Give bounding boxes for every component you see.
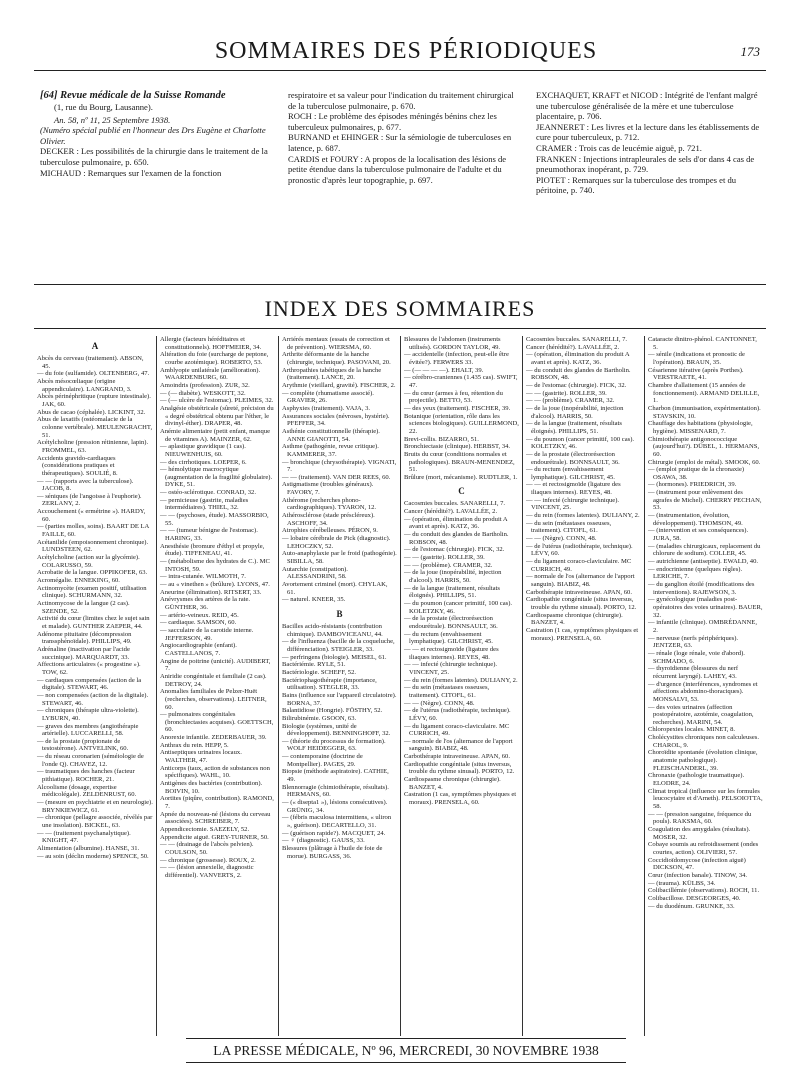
index-entry: CARDIS et FOURY : A propos de la localisation des lésions de petite étendue dans la tuberculose pulmonaire de l'adulte et du pronostic d'après leur topographie, p. 697.: [288, 153, 507, 185]
index-entry: Anorexie infantile. ZEDERBAUER, 39.: [160, 734, 267, 742]
index-entry: Brûlure (mort, mécanisme). RUDTLER, 1.: [404, 473, 518, 481]
index-entry: — sénile (indications et pronostic de l'opération). BRAUN, 35.: [648, 351, 745, 366]
index-entry: — — (problème). CRAMER, 32.: [404, 561, 493, 569]
index-entry: Anticorps (taux, action de substances non spécifiques). WAHL, 10.: [160, 764, 270, 780]
sommaires-list-1: [40, 146, 272, 178]
index-entry: Carbothérapie intraveineuse. APAN, 60.: [404, 753, 510, 761]
index-entry: Climat tropical (influence sur les formules leucocytaire et d'Arneth). PELSOIOTTA, 58.: [648, 787, 763, 811]
index-entry: Bactériologie. SCHEFF, 52.: [282, 668, 357, 676]
index-list-3b: [282, 623, 397, 860]
index-entry: Chimiothérapie antigonococcique (aujourd'hui?). DÜBEL, 1. HERMANS, 60.: [648, 435, 760, 458]
index-entry: — du conduit des glandes de Bartholin. ROBSON, 48.: [526, 366, 631, 382]
review-title: [64] Revue médicale de la Suisse Romande: [40, 90, 226, 101]
index-entry: — — (pression sanguine, fréquence du pouls). RAKSMA, 60.: [648, 810, 752, 826]
index-entry: — endocrinienne (quelques règles). LERICHE, 7.: [648, 565, 743, 581]
index-entry: Balantidiose (Hongrie). FÖSTHY, 52.: [282, 707, 383, 715]
index-entry: — — (gastrite). ROLLER, 39.: [404, 554, 485, 562]
index-entry: — de la prostate (propionate de testostérone). ANTVELINK, 60.: [37, 737, 129, 753]
index-entry: — de la joue (inopérabilité, injection d'alcool). HARRIS, 50.: [404, 569, 502, 585]
index-entry: — accidentelle (infection, peut-elle être évitée?). FERWERS 33.: [404, 351, 509, 366]
index-entry: Bactériémie. RYLE, 51.: [282, 661, 346, 669]
index-entry: — — (problème). CRAMER, 32.: [526, 397, 615, 405]
index-entry: Choroïdite spontanée (évolution clinique, anatomie pathologique). FLEISCHANDERL, 39.: [648, 749, 758, 772]
footer-rule-bottom: [186, 1062, 626, 1063]
index-list-3: [282, 336, 397, 604]
index-entry: — d'urgence (interférences, syndromes et affections abdomino-thoraciques). MONSALVI, 53.: [648, 680, 758, 703]
index-entry: — (trauma). KÜLBS, 34.: [648, 879, 716, 887]
index-entry: Athérome (recherches phono-cardiographiques). TYARON, 12.: [282, 496, 377, 512]
index-entry: Arthrite déformante de la hanche (chirurgie, technique). PASOVANI, 20.: [282, 351, 391, 366]
index-entry: — artério-veineux. REID, 45.: [160, 611, 239, 619]
index-entry: Athérosclérose (stade préscléreux). ASCHOFF, 34.: [282, 512, 375, 527]
index-entry: — (opération, élimination du produit A avant et après). KATZ, 36.: [526, 351, 630, 366]
index-entry: Asthénie constitutionnelle (thérapie). ANNE GIANOTTI, 54.: [282, 427, 380, 443]
index-list-5: [526, 336, 641, 642]
index-entry: Antigènes des bactéries (contribution). BOIVIN, 10.: [160, 780, 263, 795]
index-entry: Aniridie congénitale et familiale (2 cas). DETROY, 24.: [160, 672, 267, 688]
index-entry: Avortement criminel (mort). CHYLAK, 61.: [282, 581, 388, 596]
index-entry: — de l'utérus (radiothérapie, technique). LÉVY, 60.: [526, 542, 633, 558]
index-entry: — cérébro-craniennes (1.435 cas). SWIFT, 47.: [404, 374, 518, 389]
index-entry: — intra-cutanée. WILMOTH, 7.: [160, 573, 246, 581]
index-entry: — pernicieuse (gastrite, maladies intermédiaires). THIEL, 32.: [160, 496, 249, 512]
section-rule: [34, 284, 766, 285]
index-entry: Chirurgie (emploi de métal). SMOOK, 60.: [648, 458, 761, 466]
index-entry: — lobaire cérébrale de Pick (diagnostic). LEHOCZKY, 52.: [282, 535, 391, 550]
index-entry: — de la prostate (électrorésection endourétrale). BONNSAULT, 36.: [404, 615, 498, 630]
index-entry: — — infecté (chirurgie technique). VINCENT, 25.: [526, 496, 620, 512]
index-columns: [34, 336, 766, 1036]
index-entry: respiratoire et sa valeur pour l'indication du traitement chirurgical de la tuberculose pulmonaire, p. 670.: [288, 90, 514, 111]
sommaires-column-2: [288, 90, 520, 185]
index-entry: Actinomycète (examen positif, utilisation clinique). SCHURMANN, 32.: [37, 584, 147, 600]
index-entry: — (— diabète). WESKOTT, 32.: [160, 389, 246, 397]
footer-text: LA PRESSE MÉDICALE, Nº 96, MERCREDI, 30 NOVEMBRE 1938: [213, 1043, 599, 1058]
index-entry: Cœur (infection banale). TINOW, 34.: [648, 871, 748, 879]
index-entry: — autrichienne (antiseptie). EWALD, 40.: [648, 558, 759, 566]
index-entry: — — (lésion annexielle, diagnostic différentiel). VANVERTS, 2.: [160, 864, 254, 879]
index-entry: — du ligament coraco-claviculaire. MC CURRICH, 49.: [526, 558, 632, 573]
index-entry: Acétylcholine (action sur la glycémie). COLARUSSO, 59.: [37, 554, 140, 569]
index-entry: — — (gastrite). ROLLER, 39.: [526, 389, 607, 397]
index-entry: Coagulation des amygdales (résultats). MOSER, 32.: [648, 826, 751, 841]
index-entry: — du rectum (envahissement lymphatique). GILCHRIST, 45.: [404, 630, 493, 646]
index-entry: — — et rectosigmoïde (ligature des iliaques internes). REYES, 48.: [526, 481, 621, 497]
index-entry: — thyroïdienne (blessures du nerf récurrent laryngé). LAHEY, 43.: [648, 665, 739, 680]
index-entry: — — (Nègre). CONN, 48.: [526, 535, 597, 543]
index-column-6: [644, 336, 766, 1036]
index-entry: — de la joue (inopérabilité, injection d'alcool). HARRIS, 50.: [526, 404, 624, 420]
index-entry: Aneurine (élimination). RITSERT, 33.: [160, 588, 262, 596]
index-entry: Amblyopie unilatérale (amélioration). WAARDENBURG, 60.: [160, 366, 261, 382]
index-entry: — hémolytique macrocytique (augmentation de la fragilité globulaire). DYKE, 51.: [160, 466, 273, 489]
index-entry: — du cœur (armes à feu, rétention du projectile). BETTO, 53.: [404, 389, 503, 405]
index-entry: — chronique (pellagre associée, révélés par une insolation). BICKEL, 63.: [37, 814, 153, 830]
index-entry: — — (psychoses, étude). MASSORBIO, 55.: [160, 512, 269, 527]
index-column-2: [156, 336, 278, 1036]
index-entry: Autarchie (constipation). ALESSANDRINI, 58.: [282, 565, 348, 581]
index-entry: Asphyxies (traitement). VAJA, 3.: [282, 404, 371, 412]
index-entry: — (— ulcère de l'estomac). PLEIMES, 32.: [160, 397, 274, 405]
index-entry: Césarienne itérative (après Porthes). VERSTRAETE, 41.: [648, 366, 744, 382]
index-entry: — (parties molles, soins). BAART DE LA FAILLE, 60.: [37, 523, 149, 539]
index-entry: — — (traitement psychanalytique). KNIGHT, 47.: [37, 829, 131, 845]
index-entry: Cancer (hérédité?). LAVALLÉE, 2.: [404, 508, 498, 516]
index-entry: — de l'estomac (chirurgie). FICK, 32.: [526, 381, 627, 389]
index-entry: — des yeux (traitement). FISCHER, 39.: [404, 404, 511, 412]
index-entry: — du ligament coraco-claviculaire. MC CURRICH, 49.: [404, 722, 510, 738]
review-address: (1, rue du Bourg, Lausanne).: [54, 102, 153, 112]
index-entry: — — et rectosigmoïde (ligature des iliaques internes). REYES, 48.: [404, 645, 499, 661]
index-entry: Affections articulaires (« progestine »). TOW, 62.: [37, 661, 141, 676]
index-entry: — (« disepta1 »), lésions consécutives). GRÜNIG, 34.: [282, 799, 388, 814]
index-entry: — (instrumentation, évolution, développement). THOMSON, 49.: [648, 512, 743, 527]
index-entry: Allergie (facteurs héréditaires et constitutionnels). HOFFMEIER, 34.: [160, 336, 262, 351]
index-entry: — de la langue (traitement, résultats éloignés). PHILLIPS, 51.: [526, 420, 622, 435]
index-entry: — cardiaques compensées (action de la digitale). STEWART, 46.: [37, 676, 142, 692]
index-entry: Altération du foie (surcharge de peptone, courbe azotémique). ROBERTO, 53.: [160, 351, 269, 366]
index-entry: Bains (influence sur l'appareil circulatoire). BORNA, 37.: [282, 691, 397, 707]
index-entry: Bilirubinémie. GSOON, 63.: [282, 714, 357, 722]
index-entry: Arythmie (vieillard, gravité). FISCHER, 2.: [282, 381, 396, 389]
index-entry: — cardiaque. SAMSON, 60.: [160, 619, 237, 627]
index-list-1: [37, 355, 153, 860]
index-entry: — rénale (loge rénale, voie d'abord). SCHMADO, 6.: [648, 649, 745, 665]
index-entry: Castration (1 cas, symptômes physiques et moraux). PRENSELA, 60.: [404, 791, 517, 807]
index-entry: Blessures (plâtrage à l'huile de foie de morue). BURGASS, 36.: [282, 845, 383, 860]
index-entry: Bronchiectasie (clinique). HERBST, 34.: [404, 443, 511, 451]
index-entry: — ostéo-sclérotique. CONRAD, 32.: [160, 489, 256, 497]
index-entry: — du conduit des glandes de Bartholin. ROBSON, 48.: [404, 531, 509, 546]
index-entry: — (intervention et ses conséquences). JURA, 58.: [648, 527, 749, 543]
index-entry: DECKER : Les possibilités de la chirurgie dans le traitement de la tuberculose pulmonaire, p. 650.: [40, 146, 268, 167]
index-entry: Botanique (orientation, rôle dans les sciences biologiques). GUILLERMOND, 22.: [404, 412, 519, 435]
index-entry: Cardiopathie congénitale (situs inversus, trouble du rythme sinusal). PORTO, 12.: [404, 760, 515, 776]
index-entry: EXCHAQUET, KRAFT et NICOD : Intégrité de l'enfant malgré une tuberculose généralisée de la mère et une tuberculose placentaire, p. 706.: [536, 90, 758, 122]
index-title: INDEX DES SOMMAIRES: [264, 296, 536, 321]
index-entry: Alimentation (albumine). HANSE, 31.: [37, 845, 140, 852]
index-entry: — (mesure en psychiatrie et en neurologie). BRYNKIEWICZ, 61.: [37, 799, 153, 814]
index-entry: Biopsie (méthode aspiratoire). CATHIE, 49.: [282, 768, 389, 784]
index-entry: — traumatiques des hanches (facteur pithiatique). ROCHER, 21.: [37, 768, 135, 784]
index-entry: Chambre d'allaitement (15 années de fonctionnement). ARMAND DELILLE, 1.: [648, 381, 760, 405]
index-entry: — — (drainage de l'abcès pelvien). COULSON, 50.: [160, 841, 254, 856]
footer-rule-top: [186, 1038, 626, 1039]
index-entry: Anomalies familiales de Pelzer-Huët (recherches, observations). LEITNER, 60.: [160, 688, 267, 711]
index-entry: Apnée du nouveau-né (lésions du cerveau associées). SCHREIBER, 7.: [160, 810, 271, 826]
header-title: SOMMAIRES DES PÉRIODIQUES: [214, 38, 598, 64]
index-entry: — de l'estomac (chirurgie). FICK, 32.: [404, 546, 505, 554]
index-entry: — normale de l'os (alternance de l'apport sanguin). BIABIZ, 48.: [526, 573, 635, 588]
index-list-4b: [404, 500, 519, 806]
index-entry: Cardiospasme chronique (chirurgie). BANZET, 4.: [404, 776, 501, 791]
index-entry: Actinomycose de la langue (2 cas). SZENDE, 52.: [37, 600, 130, 615]
index-entry: Bacilles acido-résistants (contribution chimique). DAMBOVICEANU, 44.: [282, 622, 383, 638]
index-entry: — du sein (métastases osseuses, traitement). CITOFL, 61.: [526, 519, 612, 535]
index-entry: — au soin (déclin moderne) SPENCE, 50.: [37, 852, 149, 860]
header-rule: [34, 70, 766, 71]
index-entry: — (guérison rapide?). MACQUET, 24.: [282, 829, 386, 837]
index-column-1: [34, 336, 156, 1036]
index-entry: — (théorie du processus de formation). WOLF HEIDEGGER, 63.: [282, 737, 386, 753]
index-entry: CRAMER : Trois cas de leucémie aiguë, p. 721.: [536, 142, 702, 153]
index-entry: Analgésie obstétricale (sûreté, précision du « degré obstétrical obtenu par l'éther, le divinyl-éther). DRAPER, 48.: [160, 404, 274, 428]
index-entry: — naturel. KNEER, 35.: [282, 596, 346, 604]
index-entry: — (— — — —). EHALT, 39.: [404, 366, 484, 374]
index-entry: — sacculaire de la carotide interne. JEFFERSON, 49.: [160, 626, 254, 642]
index-entry: Abus de laxatifs (ostéomalacie de la colonne vertébrale). MEULENGRACHT, 51.: [37, 416, 153, 439]
index-list-6: [648, 336, 763, 910]
index-entry: — bronchique (chrysothérapie). VIGNATI, 7.: [282, 458, 397, 474]
index-entry: — pulmonaires congénitales (bronchiectasies acquises). GOETTSCH, 60.: [160, 711, 274, 734]
index-entry: — du poumon (cancer primitif, 100 cas). KOLETZKY, 46.: [404, 600, 513, 615]
index-entry: — (métabolisme des hydrates de C.). MC INTOSH, 59.: [160, 558, 270, 573]
index-entry: — au « vinethen » (brûlure). LYONS, 47.: [160, 581, 270, 588]
index-entry: — perfringens (biologie). MEISEL, 61.: [282, 653, 387, 661]
index-entry: — — (traitement). VAN DER REES, 60.: [282, 473, 391, 481]
review-note: (Numéro spécial publié en l'honneur des Drs Eugène et Charlotte Olivier.: [40, 125, 266, 146]
index-entry: — du rectum (envahissement lymphatique). GILCHRIST, 45.: [526, 466, 615, 481]
index-entry: — ♀ (diagnostic). GAUSS, 33.: [282, 837, 365, 845]
index-entry: Acrobatie de la langue. OPPIKOFER, 63.: [37, 569, 148, 577]
index-entry: Blessures de l'abdomen (instruments utilisés). GORDON TAYLOR, 49.: [404, 336, 501, 351]
index-entry: Activité du cœur (limites chez le sujet sain et malade). GUNTHER ZAEPER, 44.: [37, 615, 150, 630]
index-entry: Acétanilide (empoisonnement chronique). LUNDSTEEN, 62.: [37, 538, 149, 554]
index-entry: Anémie alimentaire (petit enfant, manque de vitamines A). MAINZER, 62.: [160, 427, 271, 443]
letter-heading: A: [91, 341, 99, 351]
index-entry: — de la prostate (électrorésection endourétrale). BONNSAULT, 36.: [526, 450, 620, 466]
index-entry: — du rein (formes latentes). DULIANY, 2.: [526, 512, 640, 520]
index-entry: Cacosmies buccales. SANARELLI, 7.: [404, 500, 506, 508]
index-entry: Acromégalie. ENNEKING, 60.: [37, 577, 120, 585]
index-entry: Castration (1 cas, symptômes physiques et moraux). PRENSELA, 60.: [526, 626, 639, 642]
index-entry: — de la langue (traitement, résultats éloignés). PHILLIPS, 51.: [404, 584, 500, 600]
index-entry: Cardiopathie congénitale (situs inversus, trouble du rythme sinusal). PORTO, 12.: [526, 596, 637, 611]
letter-heading-c: C: [458, 486, 465, 497]
index-column-3: [278, 336, 400, 1036]
index-entry: Abcès périnéphritique (rupture intestinale). JAK, 60.: [37, 393, 151, 408]
index-entry: — aplastique gravidique (1 cas). NIEUWENHUIS, 60.: [160, 443, 246, 458]
index-entry: — (instrument pour enlèvement des agrafes de Michel). CHERRY PECHAN, 53.: [648, 489, 762, 512]
index-entry: — chronique (grossesse). ROUX, 2.: [160, 856, 256, 864]
index-entry: — séniques (de l'angoisse à l'euphorie). ZERLANY, 2.: [37, 492, 142, 508]
index-entry: Carbothérapie intraveineuse. APAN, 60.: [526, 588, 632, 596]
index-entry: Assurances sociales (névroses, hystérie). PFEFFER, 34.: [282, 412, 390, 428]
index-entry: — infantile (clinique). OMBRÉDANNE, 2.: [648, 619, 757, 634]
index-entry: — des cirrhotiques. LOEPER, 6.: [160, 458, 247, 466]
index-entry: — complète (rhumatisme associé). GRAVIER, 26.: [282, 389, 374, 405]
letter-heading-b: B: [336, 608, 343, 619]
index-entry: Biologie (systèmes, unité de développement). BENNINGHOFF, 32.: [282, 722, 391, 738]
index-entry: MICHAUD : Remarques sur l'examen de la fonction: [40, 167, 222, 178]
index-entry: FRANKEN : Injections intrapleurales de sels d'or dans 4 cas de pneumothorax inopérant, p. 729.: [536, 153, 755, 175]
index-entry: Abus de cacao (céphalée). LICKINT, 32.: [37, 408, 146, 416]
index-entry: — (opération, élimination du produit A avant et après). KATZ, 36.: [404, 515, 508, 531]
index-entry: Atrophies cérébelleuses. PÉRON, 9.: [282, 527, 378, 535]
page-number: 173: [740, 44, 760, 59]
index-entry: Amoindris (profession). ZUR, 32.: [160, 381, 250, 389]
sommaires-list-3: [536, 90, 764, 196]
index-entry: Cobaye soumis au refroidissement (ondes courtes, action). OLIVIERI, 57.: [648, 841, 759, 856]
index-entry: — nerveuse (nerfs périphériques). JENTZER, 63.: [648, 634, 739, 650]
index-entry: — du foie (sulfamide). OLTENBERG, 47.: [37, 370, 150, 378]
index-entry: PIOTET : Remarques sur la tuberculose des trompes et du péritoine, p. 740.: [536, 174, 737, 196]
index-entry: Angine de poitrine (unicité). AUDIBERT, 7.: [160, 657, 271, 673]
index-entry: — — (Nègre). CONN, 48.: [404, 699, 475, 707]
index-entry: Acétylcholine (pression rétinienne, lapin). FROMMEL, 63.: [37, 439, 149, 454]
index-entry: Cataracte dinitro-phénol. CANTONNET, 5.: [648, 336, 757, 351]
index-entry: — (emploi pratique de la chronaxie) OSAWA, 38.: [648, 466, 745, 481]
index-entry: Bruits du cœur (conditions normales et pathologiques). BRAUN-MENENDEZ, 51.: [404, 450, 515, 474]
index-entry: Auto-anaphylaxie par le froid (pathogénie). SIBILLA, 58.: [282, 550, 397, 566]
index-entry: — (maladies chirurgicaux, replacement du chlorure de sodium). COLLER, 45.: [648, 542, 761, 558]
index-entry: Accidents gravido-cardiaques (considérations pratiques et thérapeutiques). SOULIÉ, 8.: [37, 454, 118, 477]
index-entry: — du rein (formes latentes). DULIANY, 2.: [404, 676, 518, 684]
index-entry: Arthropathies tabétiques de la hanche (traitement). LANCE, 20.: [282, 366, 382, 382]
index-entry: — du sein (métastases osseuses, traitement). CITOFL, 61.: [404, 684, 490, 699]
index-entry: — du réseau coronarien (séméiologie de l'onde Q). CHAVEZ, 12.: [37, 753, 144, 768]
index-entry: Adrénaline (inactivation par l'acide succinique). MARQUARDT, 33.: [37, 645, 130, 661]
sommaires-list-2: [288, 90, 520, 185]
index-entry: Charbon (immunisation, expérimentation). STAVSKIN, 10.: [648, 404, 761, 420]
index-entry: Brevi-collis. BIZARRO, 51.: [404, 435, 479, 443]
index-entry: — gynécologique (maladies post-opératoires des voies urinaires). BAUER, 32.: [648, 596, 763, 619]
index-entry: Chloropexies locales. MINET, 8.: [648, 726, 736, 734]
sommaires-column-1: [40, 90, 272, 178]
index-entry: Adénome pituitaire (décompression transsphénoïdale). PHILLIPS, 49.: [37, 630, 132, 646]
index-entry: — du duodénum. GRUNKE, 33.: [648, 902, 735, 910]
index-entry: JEANNERET : Les livres et la lecture dans les établissements de cure pour tuberculeux, p. 712.: [536, 121, 760, 143]
index-entry: Angiocardiographie (enfant). CASTELLANOS, 7.: [160, 642, 237, 657]
index-entry: Coccidioïdomycose (infection aiguë) DICKSON, 47.: [648, 856, 746, 872]
sommaires-column-3: [536, 90, 764, 196]
index-rule: [34, 328, 766, 329]
index-entry: Bactériophagothérapie (importance, utilisation). STEGLER, 33.: [282, 676, 377, 692]
index-entry: Aortites (piqûre, contribution). RAMOND, 7.: [160, 795, 274, 811]
index-entry: — des voies urinaires (affection postopératoire, azotémie, coagulation, recherches). MARINI, 54.: [648, 703, 754, 726]
index-entry: — de l'utérus (radiothérapie, technique). LÉVY, 60.: [404, 707, 511, 722]
index-entry: Appendicite aiguë. GREY-TURNER, 50.: [160, 833, 269, 841]
index-entry: BURNAND et EHINGER : Sur la sémiologie de tuberculoses en latence, p. 687.: [288, 132, 512, 153]
index-entry: Alcoolisme (dosage, expertise médicolégale). ZELDENRUST, 60.: [37, 783, 137, 799]
index-entry: — du poumon (cancer primitif, 100 cas). KOLETZKY, 46.: [526, 435, 635, 451]
index-entry: Colibacillose. DESGEORGES, 40.: [648, 894, 741, 902]
index-entry: Colibacillémie (observations). ROCH, 11.: [648, 887, 760, 895]
index-entry: — non compensées (action de la digitale). STEWART, 46.: [37, 691, 149, 707]
index-entry: Cardiospasme chronique (chirurgie). BANZET, 4.: [526, 611, 623, 627]
index-entry: — normale de l'os (alternance de l'apport sanguin). BIABIZ, 48.: [404, 737, 513, 753]
index-entry: Antiseptiques urinaires locaux. WALTHER, 47.: [160, 749, 242, 765]
index-entry: Cacosmies buccales. SANARELLI, 7.: [526, 336, 628, 343]
index-entry: — (hormones). FRIEDRICH, 39.: [648, 481, 737, 489]
index-entry: — de l'influenza (bacille de la coqueluche, différenciation). STEIGLER, 33.: [282, 638, 395, 653]
review-issue: An. 58, nº 11, 25 Septembre 1938.: [54, 114, 171, 125]
index-entry: ROCH : Le problème des épisodes méningés bénins chez les tuberculeux pulmonaires, p. 677.: [288, 111, 497, 132]
index-entry: Blennorragie (chimiothérapie, résultats). HERMANS, 60.: [282, 783, 389, 799]
index-entry: Arriérés mentaux (essais de correction et de prévention). WIERSMA, 60.: [282, 336, 390, 351]
index-entry: — (fébris maculosa intermittens, « uliron », guérison). DECARTELLO, 31.: [282, 814, 392, 830]
index-entry: — contemporaine (doctrine de Montpellier). PAGES, 29.: [282, 753, 363, 768]
index-entry: Appendicectomie. SAEZELY, 52.: [160, 826, 250, 833]
index-entry: Cancer (hérédité?). LAVALLÉE, 2.: [526, 343, 620, 351]
index-entry: — — (tumeur bénigne de l'estomac). HARING, 33.: [160, 527, 258, 543]
index-entry: — chroniques (thérapie ultra-violette). LYBURN, 40.: [37, 707, 139, 722]
index-entry: Anthrax du rein. HEPP, 5.: [160, 741, 229, 749]
index-entry: — — (rapports avec la tuberculose). JACOB, 8.: [37, 477, 134, 493]
index-list-4: [404, 336, 519, 481]
index-entry: Astigmatisme (troubles généraux). FAVORY, 7.: [282, 481, 374, 497]
index-entry: Chauffage des habitations (physiologie, hygiène). MISSENARD, 7.: [648, 420, 753, 435]
index-list-2: [160, 336, 275, 880]
index-entry: Abcès mésocœliaque (origine appendiculaire). LANGRAND, 3.: [37, 377, 132, 393]
index-entry: — du ganglion étoilé (modifications des interventions). RAJEWSON, 3.: [648, 581, 755, 596]
index-entry: — — infecté (chirurgie technique). VINCENT, 25.: [404, 661, 498, 676]
index-entry: Abcès du cerveau (traitement). ABSON, 45.: [37, 355, 144, 370]
index-entry: Accouchement (« ermétrine »). HARDY, 60.: [37, 508, 146, 523]
index-column-5: [522, 336, 644, 1036]
index-column-4: [400, 336, 522, 1036]
index-entry: Chronaxie (pathologie traumatique). ELODRE, 24.: [648, 772, 745, 788]
index-entry: Anesthésie (bromure d'éthyl et propyle, étude). TIFFENEAU, 41.: [160, 542, 265, 558]
index-entry: Cholécystites chroniques non calculeuses. CHAROL, 9.: [648, 734, 759, 749]
index-entry: Anévrysmes des artères de la rate. GÜNTHER, 36.: [160, 596, 251, 611]
index-entry: — graves des membres (angiothérapie artérielle). LUCCARELLI, 58.: [37, 722, 139, 738]
index-entry: Asthme (pathogénie, revue critique). KAMMERER, 37.: [282, 443, 379, 458]
